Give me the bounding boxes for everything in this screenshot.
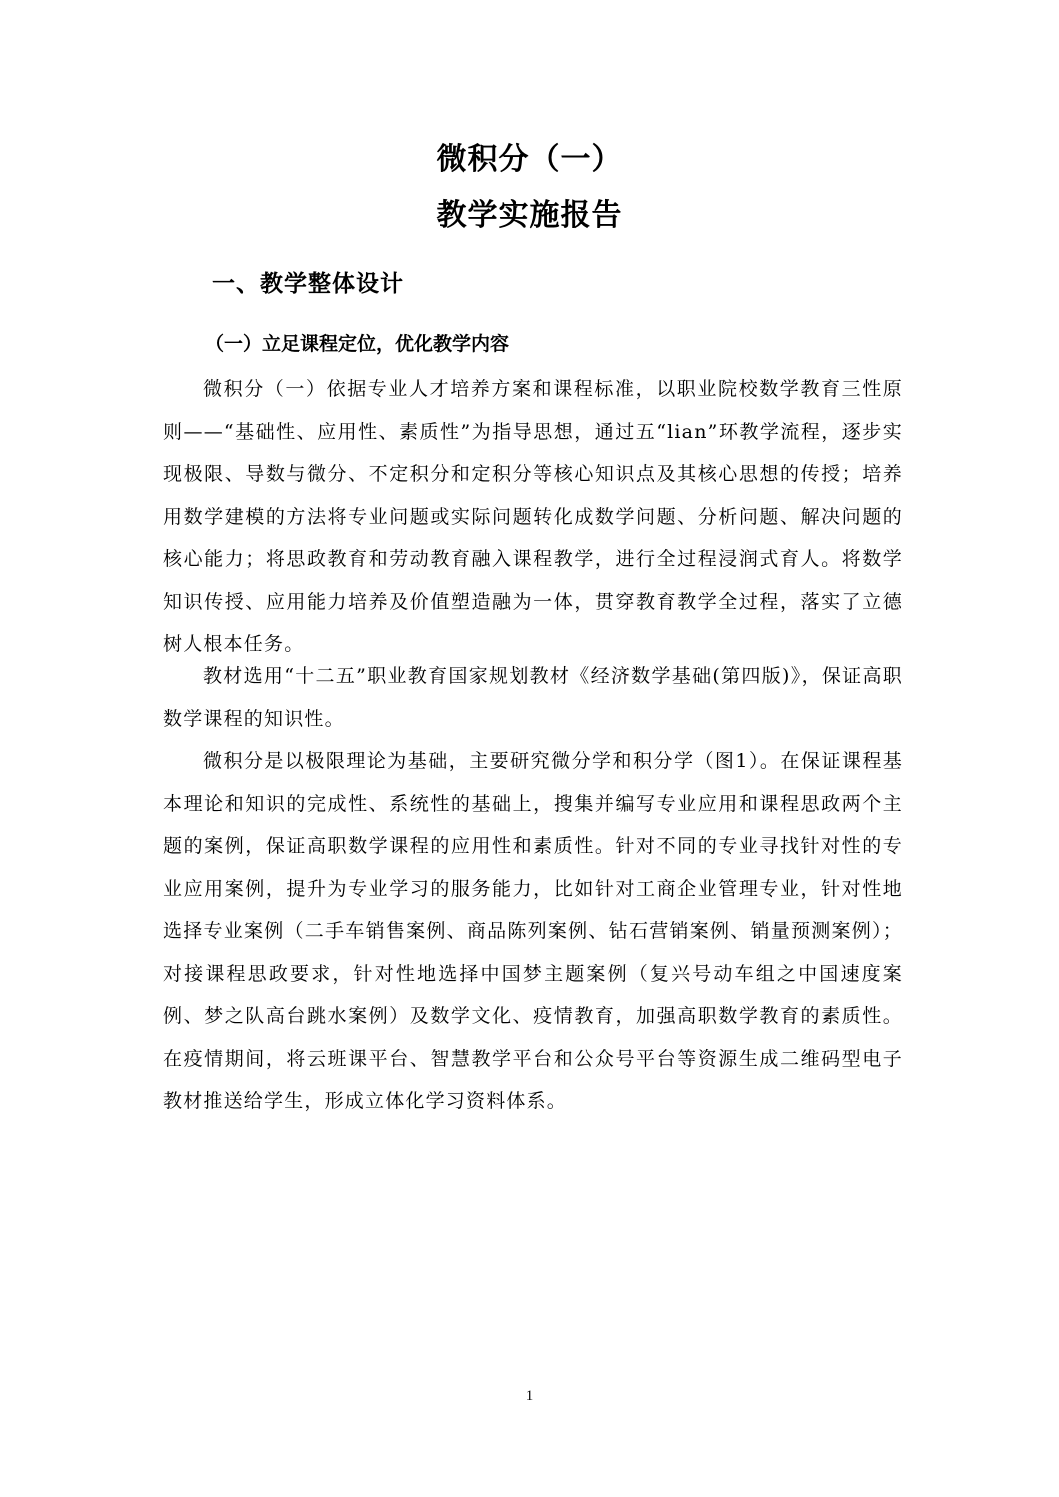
document-title-line1: 微积分（一） [436,142,623,177]
body-paragraph: 微积分是以极限理论为基础，主要研究微分学和积分学（图1）。在保证课程基本理论和知识的完成性、系统性的基础上，搜集并编写专业应用和课程思政两个主题的案例，保证高职数学课程的应用性和素质性。针对不同的专业寻找针对性的专业应用案例，提升为专业学习的服务能力，比如针对工商企业管理专业，针对性地选择专业案例（二手车销售案例、商品陈列案例、钻石营销案例、销量预测案例）；对接课程思政要求，针对性地选择中国梦主题案例（复兴号动车组之中国速度案例、梦之队高台跳水案例）及数学文化、疫情教育，加强高职数学教育的素质性。在疫情期间，将云班课平台、智慧教学平台和公众号平台等资源生成二维码型电子教材推送给学生，形成立体化学习资料体系。 [163,750,903,1112]
body-paragraph: 教材选用“十二五”职业教育国家规划教材《经济数学基础(第四版)》，保证高职数学课程的知识性。 [163,665,903,730]
body-paragraph: 微积分（一）依据专业人才培养方案和课程标准，以职业院校数学教育三性原则——“基础性、应用性、素质性”为指导思想，通过五“lian”环教学流程，逐步实现极限、导数与微分、不定积分和定积分等核心知识点及其核心思想的传授；培养用数学建模的方法将专业问题或实际问题转化成数学问题、分析问题、解决问题的核心能力；将思政教育和劳动教育融入课程教学，进行全过程浸润式育人。将数学知识传授、应用能力培养及价值塑造融为一体，贯穿教育教学全过程，落实了立德树人根本任务。 [163,378,903,655]
sub-heading: （一）立足课程定位，优化教学内容 [205,333,510,355]
document-title-line2: 教学实施报告 [436,198,623,233]
section-heading: 一、教学整体设计 [212,271,404,297]
page-number: 1 [525,1388,534,1404]
